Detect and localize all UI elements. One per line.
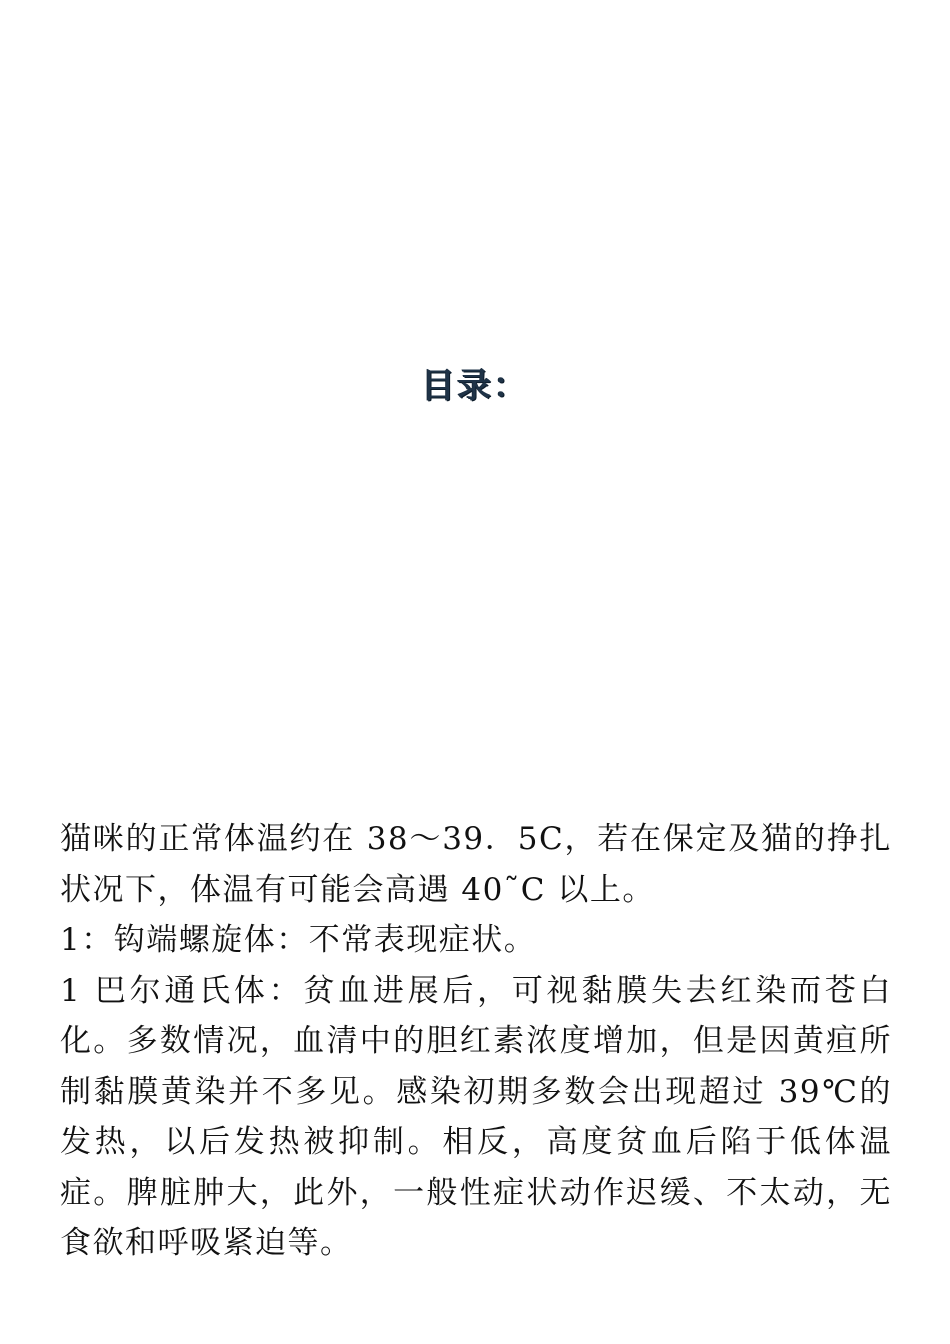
- paragraph-body-temperature: 猫咪的正常体温约在 38～39．5C，若在保定及猫的挣扎状况下，体温有可能会高遇 40˜C 以上。: [60, 821, 892, 908]
- toc-title: 目录：: [421, 366, 529, 406]
- body-text: [60, 814, 892, 1269]
- paragraph-bartonella: 1 巴尔通氏体：贫血进展后，可视黏膜失去红染而苍白化。多数情况，血清中的胆红素浓度增加，但是因黄疸所制黏膜黄染并不多见。感染初期多数会出现超过 39℃的发热，以后发热被抑制。相反，高度贫血后陷于低体温症。脾脏肿大，此外，一般性症状动作迟缓、不太动，无食欲和呼吸紧迫等。: [60, 972, 892, 1261]
- paragraph-leptospira: 1：钩端螺旋体：不常表现症状。: [60, 922, 537, 958]
